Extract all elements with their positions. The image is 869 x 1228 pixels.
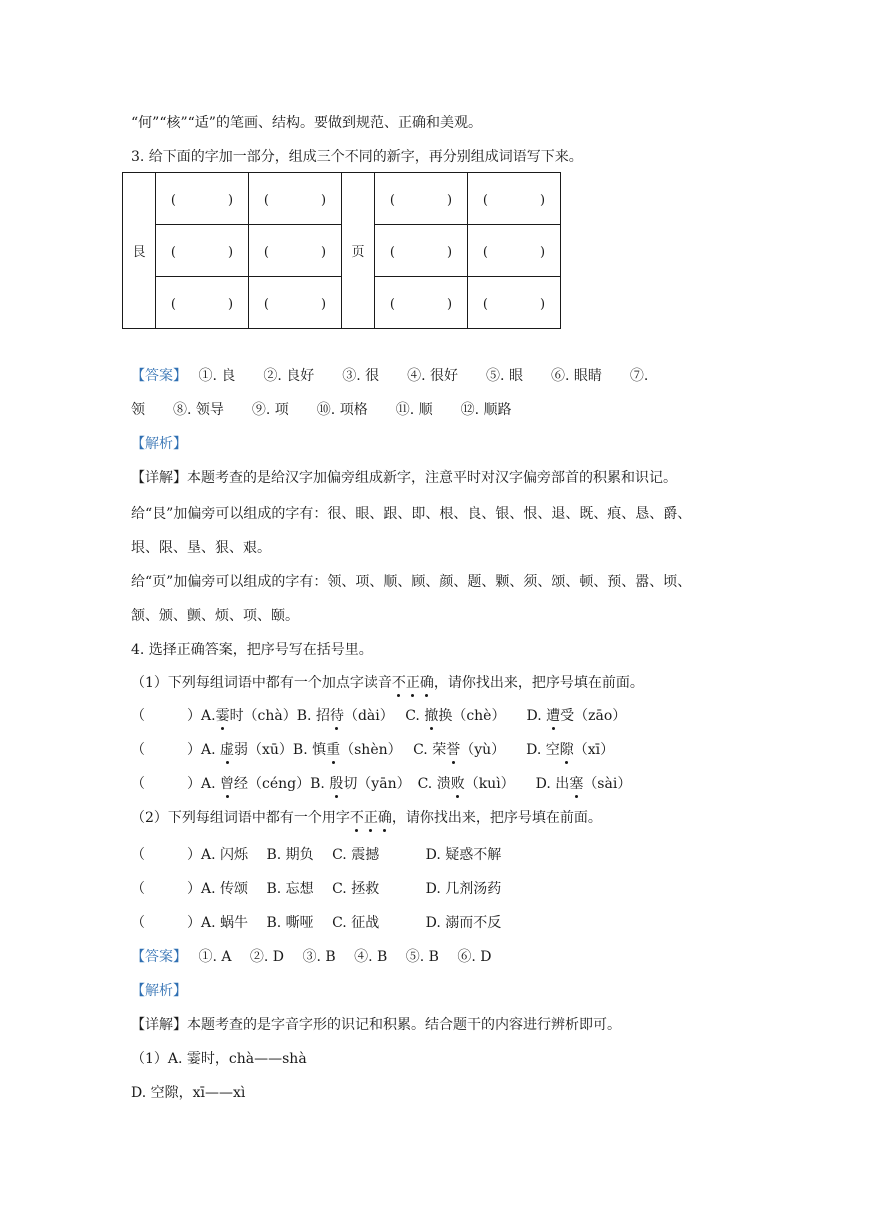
answer-blank[interactable]: ( ) xyxy=(156,225,249,277)
detail-label: 【详解】 xyxy=(131,470,187,486)
choice-text: （shèn） C. 荣 xyxy=(340,742,447,758)
detail-text: 本题考查的是给汉字加偏旁组成新字，注意平时对汉字偏旁部首的积累和识记。 xyxy=(187,470,677,486)
dotted-character: 重 xyxy=(326,742,341,758)
analysis-1-line-b2: 颔、颁、颤、烦、项、颐。 xyxy=(131,608,299,624)
dotted-character: 霎 xyxy=(215,708,230,724)
choice-text: （xī） xyxy=(573,742,615,758)
choice-text: 弱（xū）B. 慎 xyxy=(234,742,327,758)
dotted-character: 败 xyxy=(450,776,465,792)
dotted-character: 确 xyxy=(419,675,434,691)
question-4-prompt: 4. 选择正确答案，把序号写在括号里。 xyxy=(131,642,373,658)
dotted-character: 塞 xyxy=(569,776,584,792)
choice-text: （yù） D. 空 xyxy=(460,742,560,758)
choice-text: 换（chè） D. xyxy=(438,708,547,724)
choice-text: （ ）A. xyxy=(131,742,221,758)
answer-blank[interactable]: ( ) xyxy=(375,225,468,277)
dotted-character: 虚 xyxy=(220,742,235,758)
answer-blank[interactable]: ( ) xyxy=(375,173,468,225)
analysis-2-line-1: （1）A. 霎时，chà——shà xyxy=(131,1051,307,1067)
dotted-character: 遭 xyxy=(546,708,561,724)
analysis-2-line-2: D. 空隙，xī——xì xyxy=(131,1085,246,1101)
question-3-prompt: 3. 给下面的字加一部分，组成三个不同的新字，再分别组成词语写下来。 xyxy=(131,149,583,165)
dotted-character: 不 xyxy=(349,810,364,826)
answer-2-line xyxy=(131,947,492,967)
dotted-character: 隙 xyxy=(559,742,574,758)
answer-blank[interactable]: ( ) xyxy=(249,277,342,329)
character-table xyxy=(122,172,561,329)
choice-row-3 xyxy=(131,774,631,794)
analysis-2-detail xyxy=(131,1015,621,1035)
answer-1-text: ①. 良 ②. 良好 ③. 很 ④. 很好 ⑤. 眼 ⑥. 眼睛 ⑦. xyxy=(198,368,649,384)
answer-1-line-2: 领 ⑧. 领导 ⑨. 项 ⑩. 项格 ⑪. 顺 ⑫. 顺路 xyxy=(131,402,512,418)
answer-blank[interactable]: ( ) xyxy=(249,225,342,277)
answer-blank[interactable]: ( ) xyxy=(249,173,342,225)
question-4-sub-2: （2）下列每组词语中都有一个用字不正确，请你找出来，把序号填在前面。 xyxy=(131,810,602,826)
dotted-character: 不 xyxy=(391,675,406,691)
dotted-character: 确 xyxy=(377,810,392,826)
dotted-character: 正 xyxy=(363,810,378,826)
answer-blank[interactable]: ( ) xyxy=(375,277,468,329)
dotted-character: 殷 xyxy=(329,776,344,792)
analysis-1-line-b1: 给“页”加偏旁可以组成的字有：领、项、顺、顾、颜、题、颗、须、颂、顿、预、嚣、顷、 xyxy=(131,574,692,590)
choice-text: （sài） xyxy=(583,776,632,792)
analysis-label: 【解析】 xyxy=(131,436,187,452)
answer-blank[interactable]: ( ) xyxy=(156,173,249,225)
answer-blank[interactable]: ( ) xyxy=(468,173,561,225)
choice-text: 切（yān） C. 溃 xyxy=(343,776,451,792)
question-4-sub-1: （1）下列每组词语中都有一个加点字读音不正确，请你找出来，把序号填在前面。 xyxy=(131,675,644,691)
choice-text: 经（céng）B. xyxy=(234,776,330,792)
choice-text: （ ）A. xyxy=(131,776,221,792)
choice-text: 受（zāo） xyxy=(560,708,627,724)
dotted-emphasis xyxy=(392,675,434,691)
answer-label: 【答案】 xyxy=(131,949,180,965)
answer-blank[interactable]: ( ) xyxy=(468,277,561,329)
answer-1-line-1 xyxy=(131,366,648,386)
analysis-1-line-a1: 给“艮”加偏旁可以组成的字有：很、眼、跟、即、根、良、银、恨、退、既、痕、恳、爵、 xyxy=(131,506,692,522)
base-char-1: 艮 xyxy=(123,173,156,329)
answer-label: 【答案】 xyxy=(131,368,180,384)
dotted-character: 正 xyxy=(405,675,420,691)
intro-line: “何”“核”“适”的笔画、结构。要做到规范、正确和美观。 xyxy=(131,115,482,131)
analysis-1-detail xyxy=(131,468,677,488)
dotted-character: 誉 xyxy=(446,742,461,758)
detail-text: 本题考查的是字音字形的识记和积累。结合题干的内容进行辨析即可。 xyxy=(187,1017,621,1033)
analysis-1-line-a2: 垠、限、垦、狠、艰。 xyxy=(131,540,271,556)
answer-2-text: ①. A ②. D ③. B ④. B ⑤. B ⑥. D xyxy=(180,949,492,965)
choice-row-5: （ ）A. 传颂 B. 忘想 C. 拯救 D. 几剂汤药 xyxy=(131,881,502,897)
choice-text: （dài） C. xyxy=(343,708,425,724)
answer-blank[interactable]: ( ) xyxy=(468,225,561,277)
choice-row-6: （ ）A. 蜗牛 B. 嘶哑 C. 征战 D. 溺而不反 xyxy=(131,915,502,931)
dotted-character: 待 xyxy=(329,708,344,724)
answer-blank[interactable]: ( ) xyxy=(156,277,249,329)
analysis-label: 【解析】 xyxy=(131,983,187,999)
dotted-character: 撤 xyxy=(424,708,439,724)
detail-label: 【详解】 xyxy=(131,1017,187,1033)
choice-text: （kuì） D. 出 xyxy=(464,776,570,792)
choice-text: （ ）A. xyxy=(131,708,216,724)
choice-row-2 xyxy=(131,740,614,760)
dotted-emphasis xyxy=(350,810,392,826)
base-char-2: 页 xyxy=(342,173,375,329)
choice-row-1 xyxy=(131,706,626,726)
choice-text: 时（chà）B. 招 xyxy=(229,708,330,724)
dotted-character: 曾 xyxy=(220,776,235,792)
choice-row-4: （ ）A. 闪烁 B. 期负 C. 震撼 D. 疑惑不解 xyxy=(131,847,502,863)
